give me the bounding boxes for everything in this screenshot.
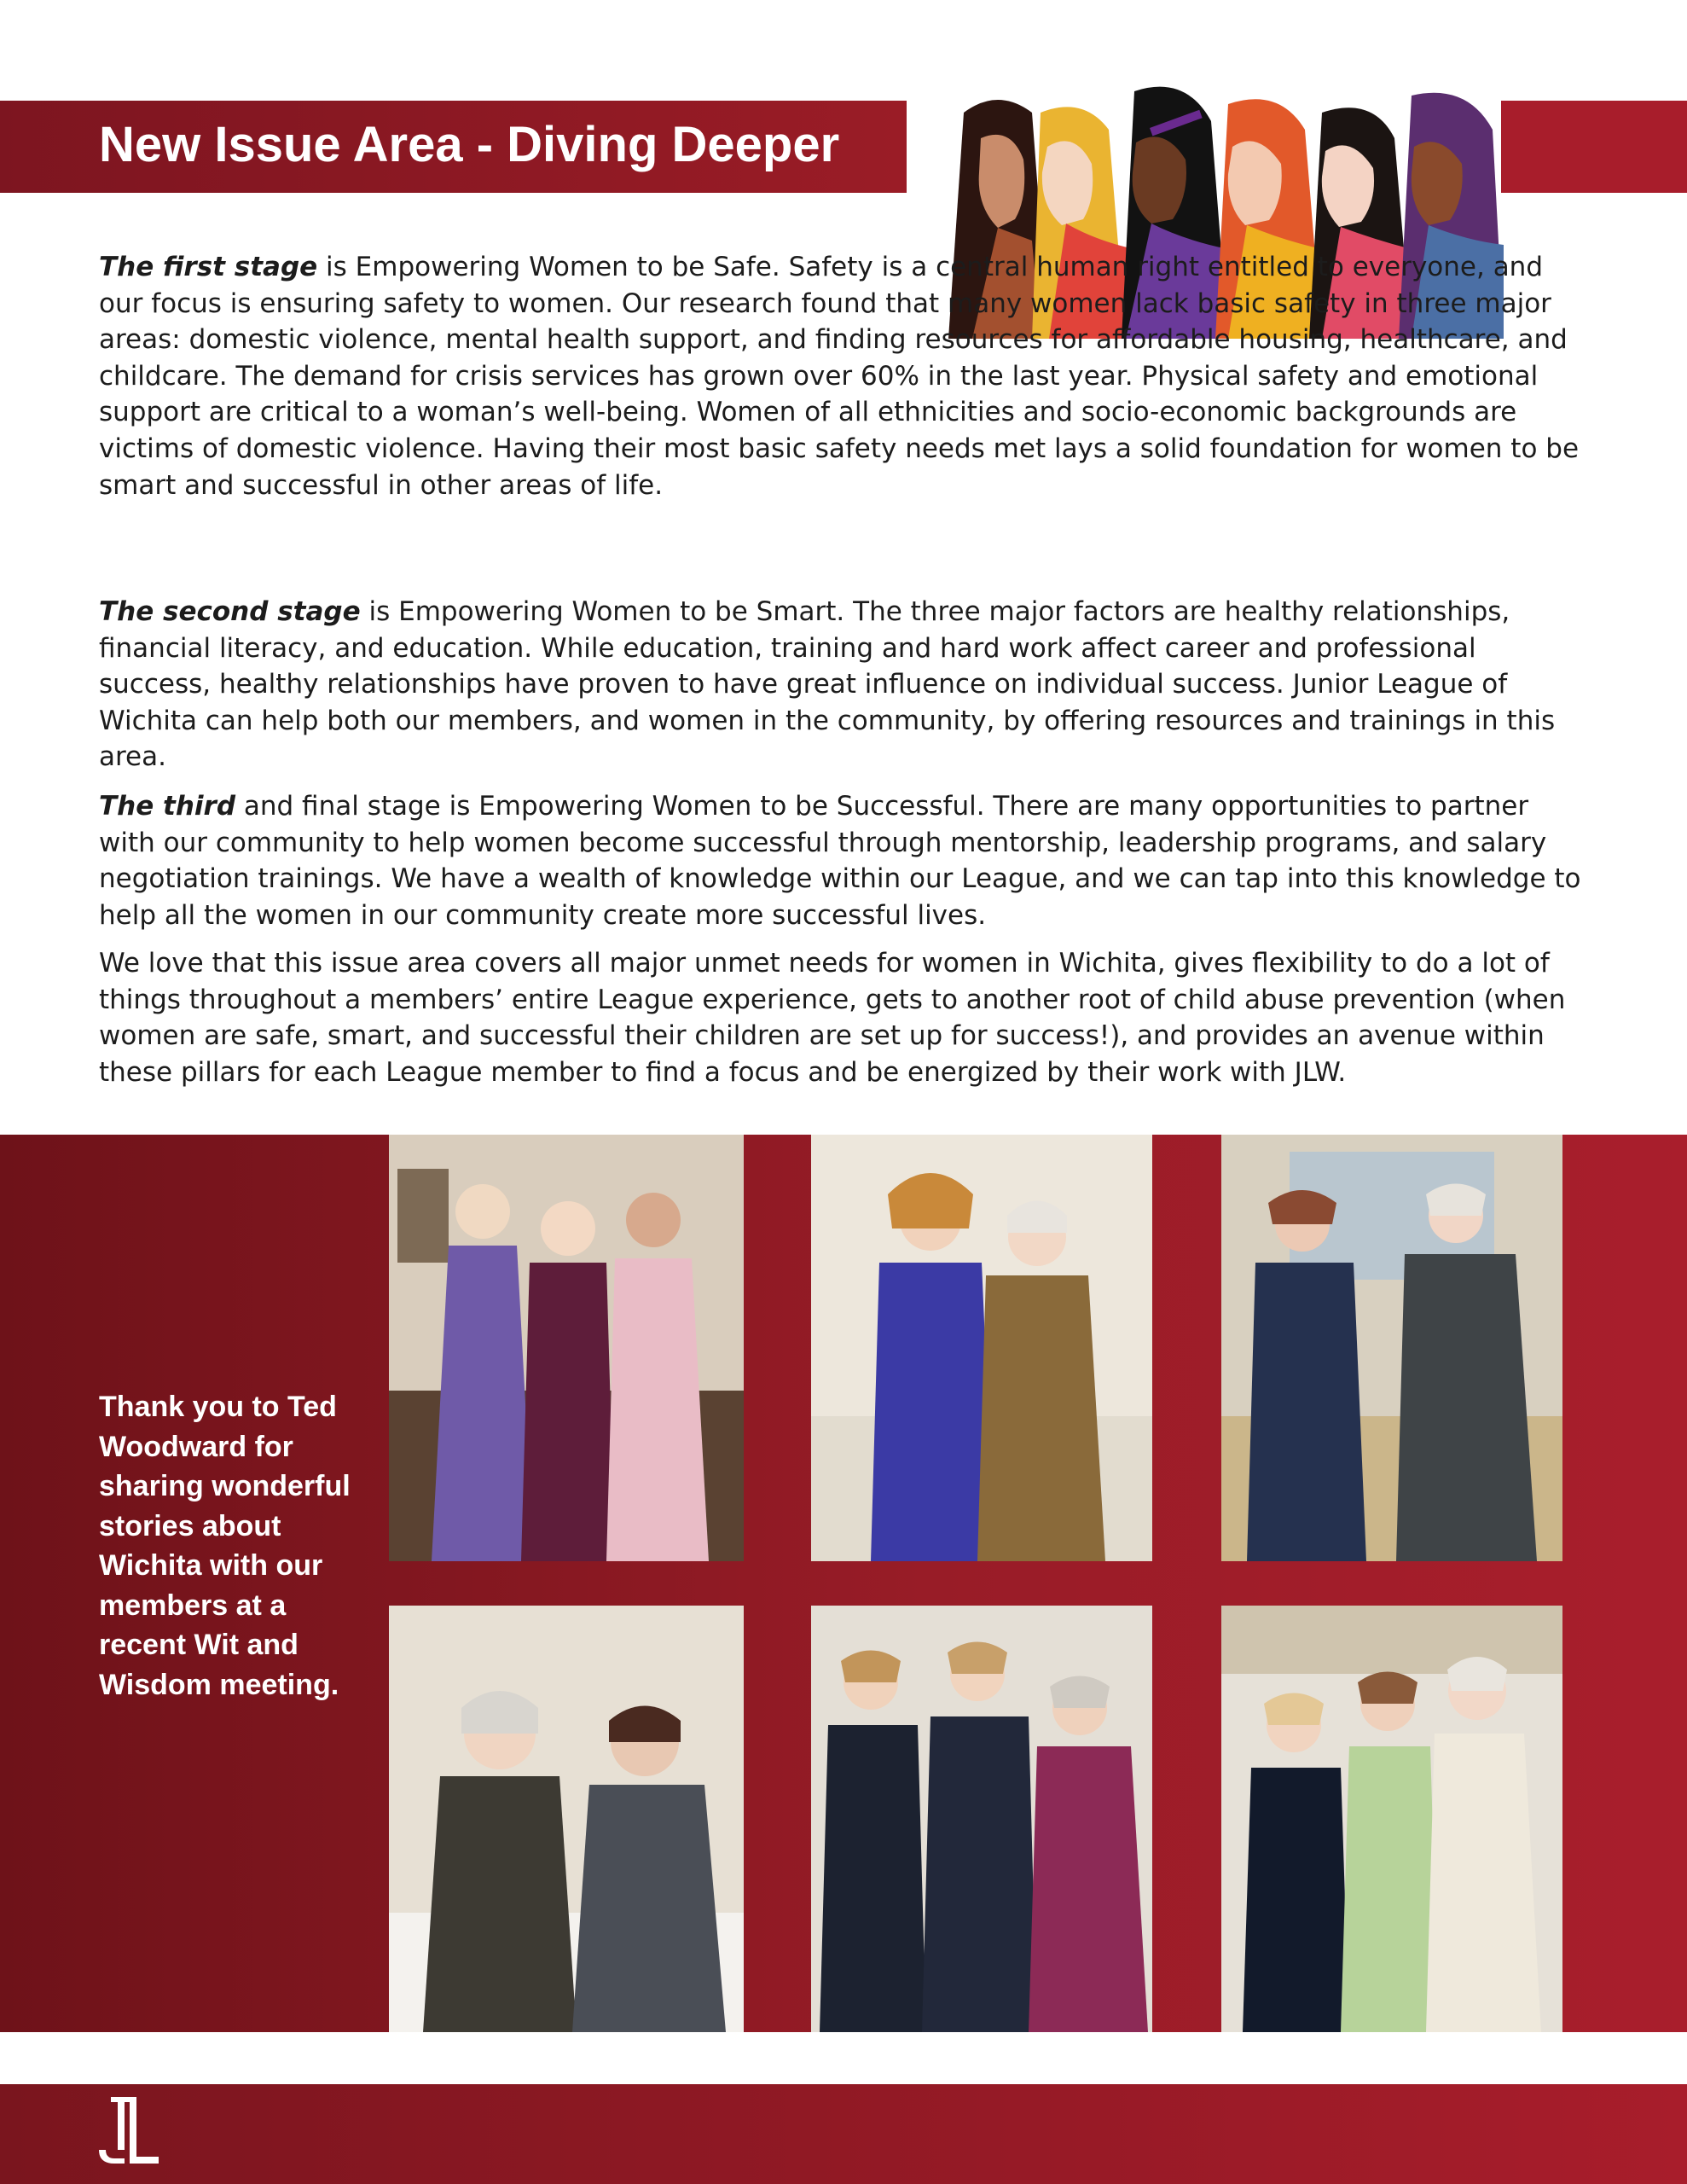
third-stage-lead: The third <box>99 791 236 822</box>
event-photo <box>1221 1135 1562 1561</box>
third-stage-text: and final stage is Empowering Women to be Successful. There are many opportunities to partner with our community to help women become successful through mentorship, leadership programs, and salary negotiation trainings. We have a wealth of knowledge within our League, and we can tap into this knowledge to help all the women in our community create more successful lives. <box>99 791 1581 931</box>
event-photo <box>811 1135 1152 1561</box>
second-stage-text: is Empowering Women to be Smart. The three major factors are healthy relationships, financial literacy, and education. While education, training and hard work affect career and professional success, healthy relationships have proven to have great influence on individual success. Junior League of Wichita can help both our members, and women in the community, by offering resources and trainings in this area. <box>99 596 1556 773</box>
first-stage-text: is Empowering Women to be Safe. Safety is a central human right entitled to everyone, and our focus is ensuring safety to women. Our research found that many women lack basic safety in three major areas: domestic violence, mental health support, and finding resources for affordable housing, healthcare, and childcare. The demand for crisis services has grown over 60% in the last year. Physical safety and emotional support are critical to a woman’s well-being. Women of all ethnicities and socio-economic backgrounds are victims of domestic violence. Having their most basic safety needs met lays a solid foundation for women to be smart and successful in other areas of life. <box>99 252 1580 501</box>
footer-band <box>0 2084 1687 2184</box>
page-title: New Issue Area - Diving Deeper <box>99 117 840 172</box>
jlw-monogram-logo <box>96 2094 164 2172</box>
closing-text: We love that this issue area covers all major unmet needs for women in Wichita, gives flexibility to do a lot of things throughout a members’ entire League experience, gets to another root of child abuse prevention (when women are safe, smart, and successful their children are set up for success!), and provides an avenue within these pillars for each League member to find a focus and be energized by their work with JLW. <box>99 948 1566 1088</box>
paragraph-third-stage <box>99 788 1583 933</box>
event-photo <box>389 1135 744 1561</box>
paragraph-first-stage <box>99 249 1583 503</box>
second-stage-lead: The second stage <box>99 596 361 627</box>
event-photo <box>389 1606 744 2032</box>
header-band-accent <box>1501 101 1687 193</box>
event-photo <box>1221 1606 1562 2032</box>
first-stage-lead: The first stage <box>99 252 318 282</box>
paragraph-closing <box>99 945 1583 1090</box>
paragraph-second-stage <box>99 594 1583 775</box>
thanks-caption: Thank you to Ted Woodward for sharing wonderful stories about Wichita with our members at a recent Wit and Wisdom meeting. <box>99 1391 351 1701</box>
event-photo <box>811 1606 1152 2032</box>
